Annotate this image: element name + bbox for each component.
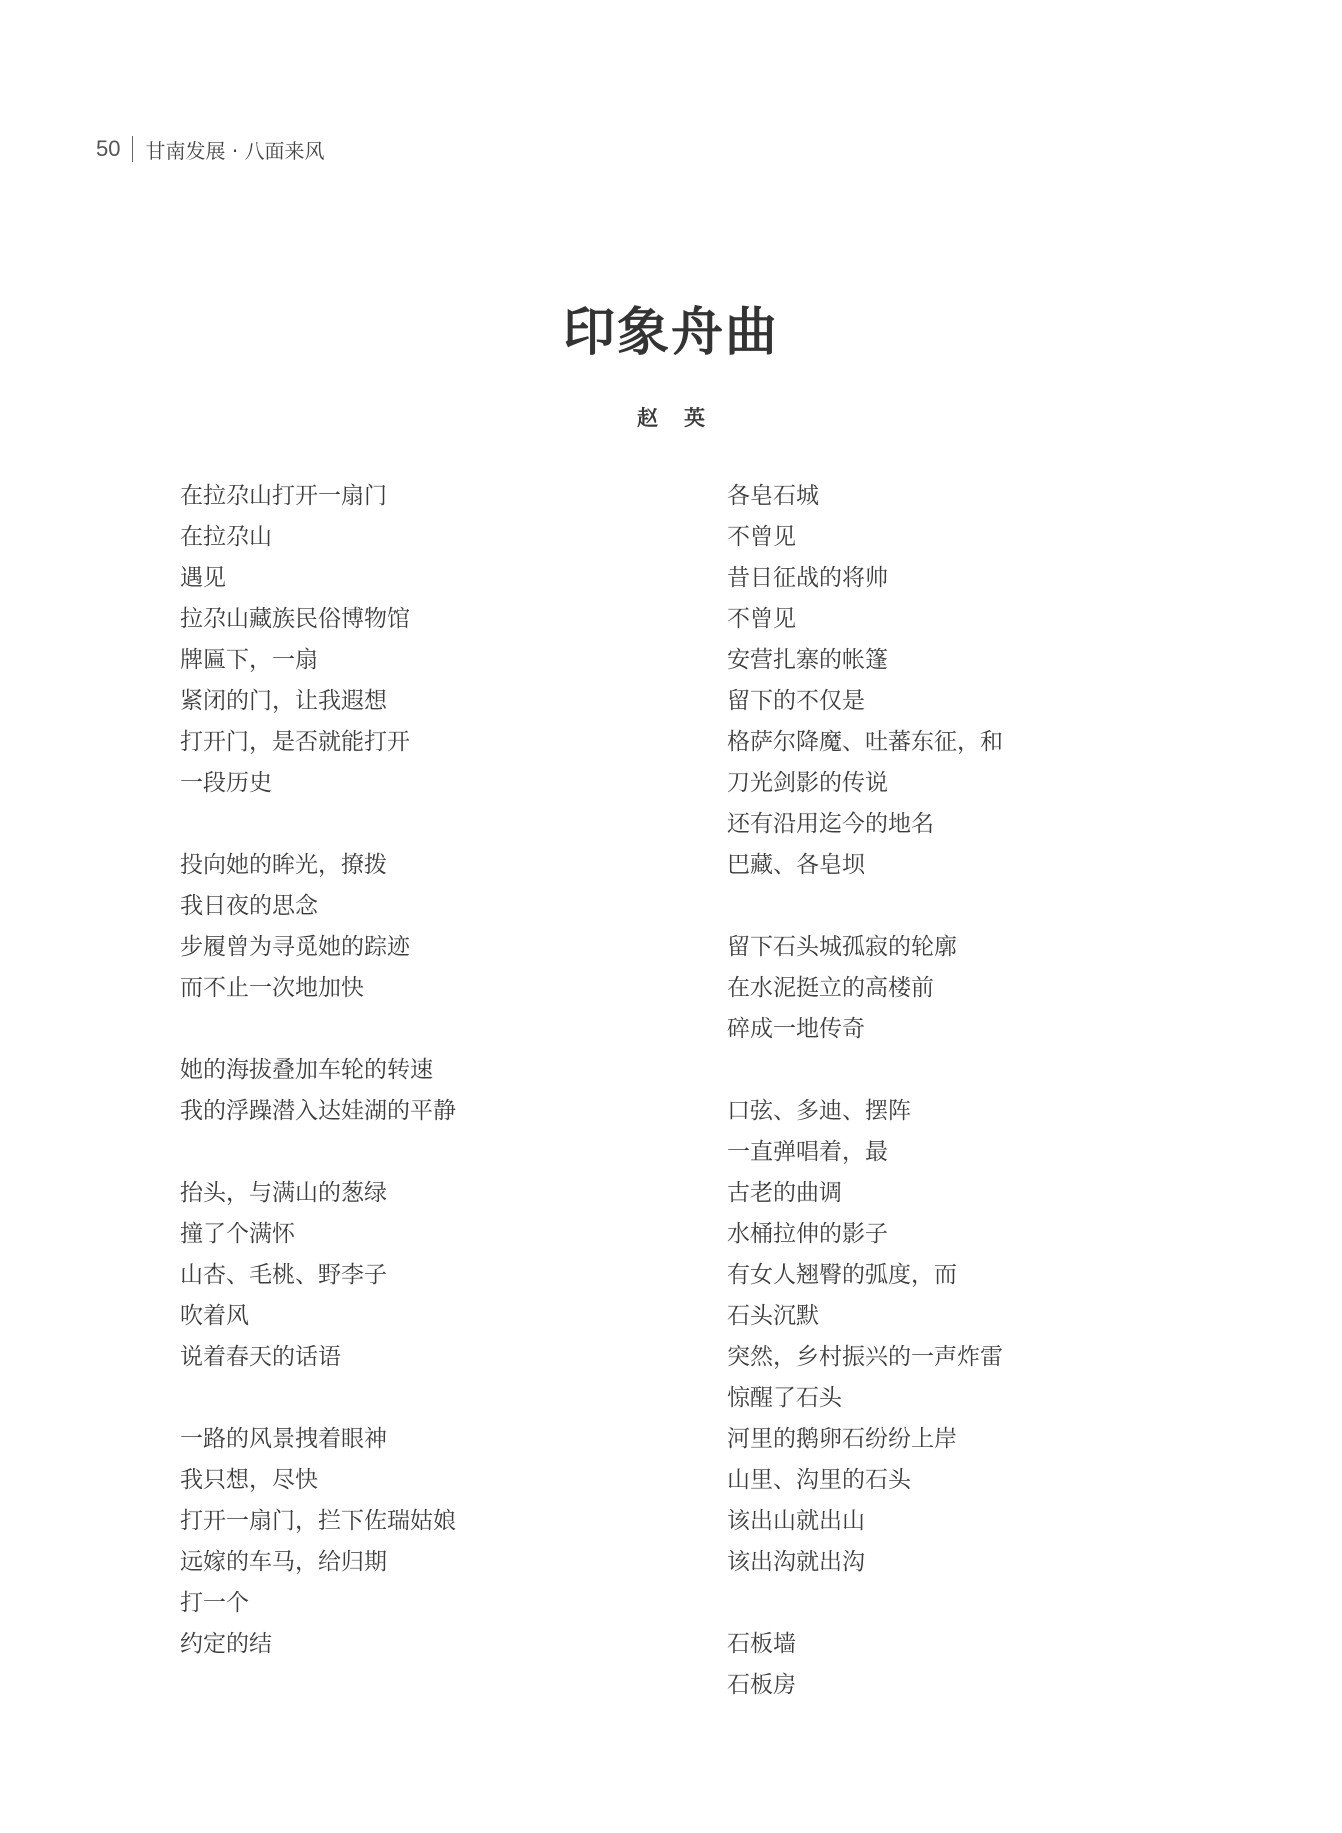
- poem-line: 河里的鹅卵石纷纷上岸: [727, 1426, 957, 1452]
- stanza-break: [180, 1378, 640, 1419]
- poem-line: 各皂石城: [727, 483, 819, 509]
- poem-line: 安营扎寨的帐篷: [727, 647, 888, 673]
- poem-line: 留下的不仅是: [727, 688, 865, 714]
- poem-line: 约定的结: [180, 1631, 272, 1657]
- poem-author: 赵英: [637, 405, 731, 430]
- stanza-break: [180, 1009, 640, 1050]
- poem-line: 打开门，是否就能打开: [180, 729, 410, 755]
- poem-line: 山杏、毛桃、野李子: [180, 1262, 387, 1288]
- section-title: 甘南发展 · 八面来风: [145, 138, 325, 163]
- poem-line: 古老的曲调: [727, 1180, 842, 1206]
- poem-right-column: [727, 476, 1227, 1706]
- poem-line: 石板房: [727, 1672, 796, 1698]
- poem-line: 留下石头城孤寂的轮廓: [727, 934, 957, 960]
- poem-line: 惊醒了石头: [727, 1385, 842, 1411]
- poem-line: 撞了个满怀: [180, 1221, 295, 1247]
- poem-line: 刀光剑影的传说: [727, 770, 888, 796]
- poem-line: 我日夜的思念: [180, 893, 318, 919]
- poem-line: 打开一扇门，拦下佐瑞姑娘: [180, 1508, 456, 1534]
- stanza-break: [180, 1132, 640, 1173]
- poem-line: 紧闭的门，让我遐想: [180, 688, 387, 714]
- poem-line: 遇见: [180, 565, 226, 591]
- poem-line: 一直弹唱着，最: [727, 1139, 888, 1165]
- poem-line: 水桶拉伸的影子: [727, 1221, 888, 1247]
- poem-line: 在拉尕山打开一扇门: [180, 483, 387, 509]
- poem-line: 不曾见: [727, 524, 796, 550]
- poem-line: 在水泥挺立的高楼前: [727, 975, 934, 1001]
- poem-line: 山里、沟里的石头: [727, 1467, 911, 1493]
- poem-line: 远嫁的车马，给归期: [180, 1549, 387, 1575]
- poem-title: 印象舟曲: [562, 302, 779, 363]
- poem-line: 步履曾为寻觅她的踪迹: [180, 934, 410, 960]
- stanza-break: [727, 886, 1227, 927]
- poem-line: 拉尕山藏族民俗博物馆: [180, 606, 410, 632]
- poem-line: 不曾见: [727, 606, 796, 632]
- poem-line: 在拉尕山: [180, 524, 272, 550]
- poem-line: 巴藏、各皂坝: [727, 852, 865, 878]
- poem-line: 昔日征战的将帅: [727, 565, 888, 591]
- poem-line: 说着春天的话语: [180, 1344, 341, 1370]
- poem-line: 一段历史: [180, 770, 272, 796]
- poem-line: 格萨尔降魔、吐蕃东征，和: [727, 729, 1003, 755]
- poem-line: 口弦、多迪、摆阵: [727, 1098, 911, 1124]
- stanza-break: [727, 1050, 1227, 1091]
- stanza-break: [180, 804, 640, 845]
- poem-line: 该出沟就出沟: [727, 1549, 865, 1575]
- poem-line: 该出山就出山: [727, 1508, 865, 1534]
- poem-line: 石头沉默: [727, 1303, 819, 1329]
- poem-line: 我的浮躁潜入达娃湖的平静: [180, 1098, 456, 1124]
- poem-line: 突然，乡村振兴的一声炸雷: [727, 1344, 1003, 1370]
- poem-line: 一路的风景拽着眼神: [180, 1426, 387, 1452]
- poem-line: 有女人翘臀的弧度，而: [727, 1262, 957, 1288]
- poem-line: 还有沿用迄今的地名: [727, 811, 934, 837]
- poem-line: 抬头，与满山的葱绿: [180, 1180, 387, 1206]
- poem-line: 牌匾下，一扇: [180, 647, 318, 673]
- header-divider: [132, 136, 133, 162]
- page-number: 50: [96, 136, 121, 161]
- poem-line: 碎成一地传奇: [727, 1016, 865, 1042]
- poem-line: 投向她的眸光，撩拨: [180, 852, 387, 878]
- poem-line: 石板墙: [727, 1631, 796, 1657]
- poem-line: 我只想，尽快: [180, 1467, 318, 1493]
- poem-left-column: [180, 476, 640, 1665]
- poem-line: 打一个: [180, 1590, 249, 1616]
- poem-line: 吹着风: [180, 1303, 249, 1329]
- poem-line: 而不止一次地加快: [180, 975, 364, 1001]
- poem-line: 她的海拔叠加车轮的转速: [180, 1057, 433, 1083]
- stanza-break: [727, 1583, 1227, 1624]
- running-header: [96, 134, 325, 164]
